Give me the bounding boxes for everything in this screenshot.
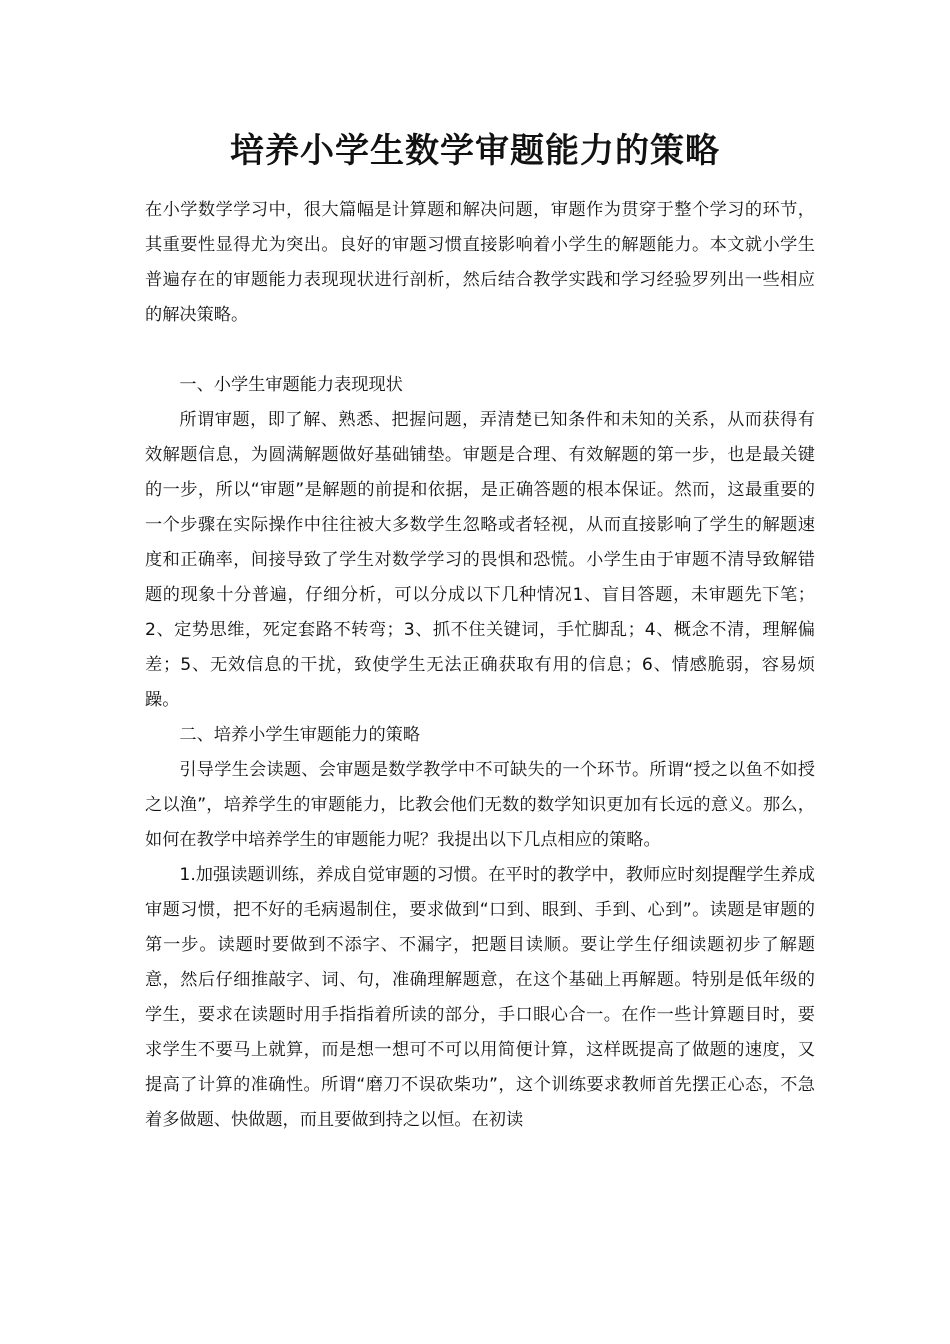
section-2-paragraph: 引导学生会读题、会审题是数学教学中不可缺失的一个环节。所谓“授之以鱼不如授之以渔”，培养学生的审题能力，比教会他们无数的数学知识更加有长远的意义。那么，如何在教学中培养学生的审题能力呢？我提出以下几点相应的策略。 (145, 760, 815, 850)
paragraph-gap (145, 333, 815, 368)
section-1-paragraph: 所谓审题，即了解、熟悉、把握问题，弄清楚已知条件和未知的关系，从而获得有效解题信息，为圆满解题做好基础铺垫。审题是合理、有效解题的第一步，也是最关键的一步，所以“审题”是解题的前提和依据，是正确答题的根本保证。然而，这最重要的一个步骤在实际操作中往往被大多数学生忽略或者轻视，从而直接影响了学生的解题速度和正确率，间接导致了学生对数学学习的畏惧和恐慌。小学生由于审题不清导致解错题的现象十分普遍，仔细分析，可以分成以下几种情况1、盲目答题，未审题先下笔；2、定势思维，死定套路不转弯；3、抓不住关键词，手忙脚乱；4、概念不清，理解偏差；5、无效信息的干扰，致使学生无法正确获取有用的信息；6、情感脆弱，容易烦躁。 (145, 410, 815, 710)
document-title: 培养小学生数学审题能力的策略 (230, 131, 720, 171)
section-1-heading: 一、小学生审题能力表现现状 (179, 375, 403, 395)
document-body (145, 193, 815, 1138)
section-2-heading: 二、培养小学生审题能力的策略 (179, 725, 421, 745)
intro-paragraph: 在小学数学学习中，很大篇幅是计算题和解决问题，审题作为贯穿于整个学习的环节，其重要性显得尤为突出。良好的审题习惯直接影响着小学生的解题能力。本文就小学生普遍存在的审题能力表现现状进行剖析，然后结合教学实践和学习经验罗列出一些相应的解决策略。 (145, 200, 815, 325)
strategy-point-1: 1.加强读题训练，养成自觉审题的习惯。在平时的教学中，教师应时刻提醒学生养成审题习惯，把不好的毛病遏制住，要求做到“口到、眼到、手到、心到”。读题是审题的第一步。读题时要做到不添字、不漏字，把题目读顺。要让学生仔细读题初步了解题意，然后仔细推敲字、词、句，准确理解题意，在这个基础上再解题。特别是低年级的学生，要求在读题时用手指指着所读的部分，手口眼心合一。在作一些计算题目时，要求学生不要马上就算，而是想一想可不可以用简便计算，这样既提高了做题的速度，又提高了计算的准确性。所谓“磨刀不误砍柴功”，这个训练要求教师首先摆正心态，不急着多做题、快做题，而且要做到持之以恒。在初读 (145, 865, 815, 1130)
